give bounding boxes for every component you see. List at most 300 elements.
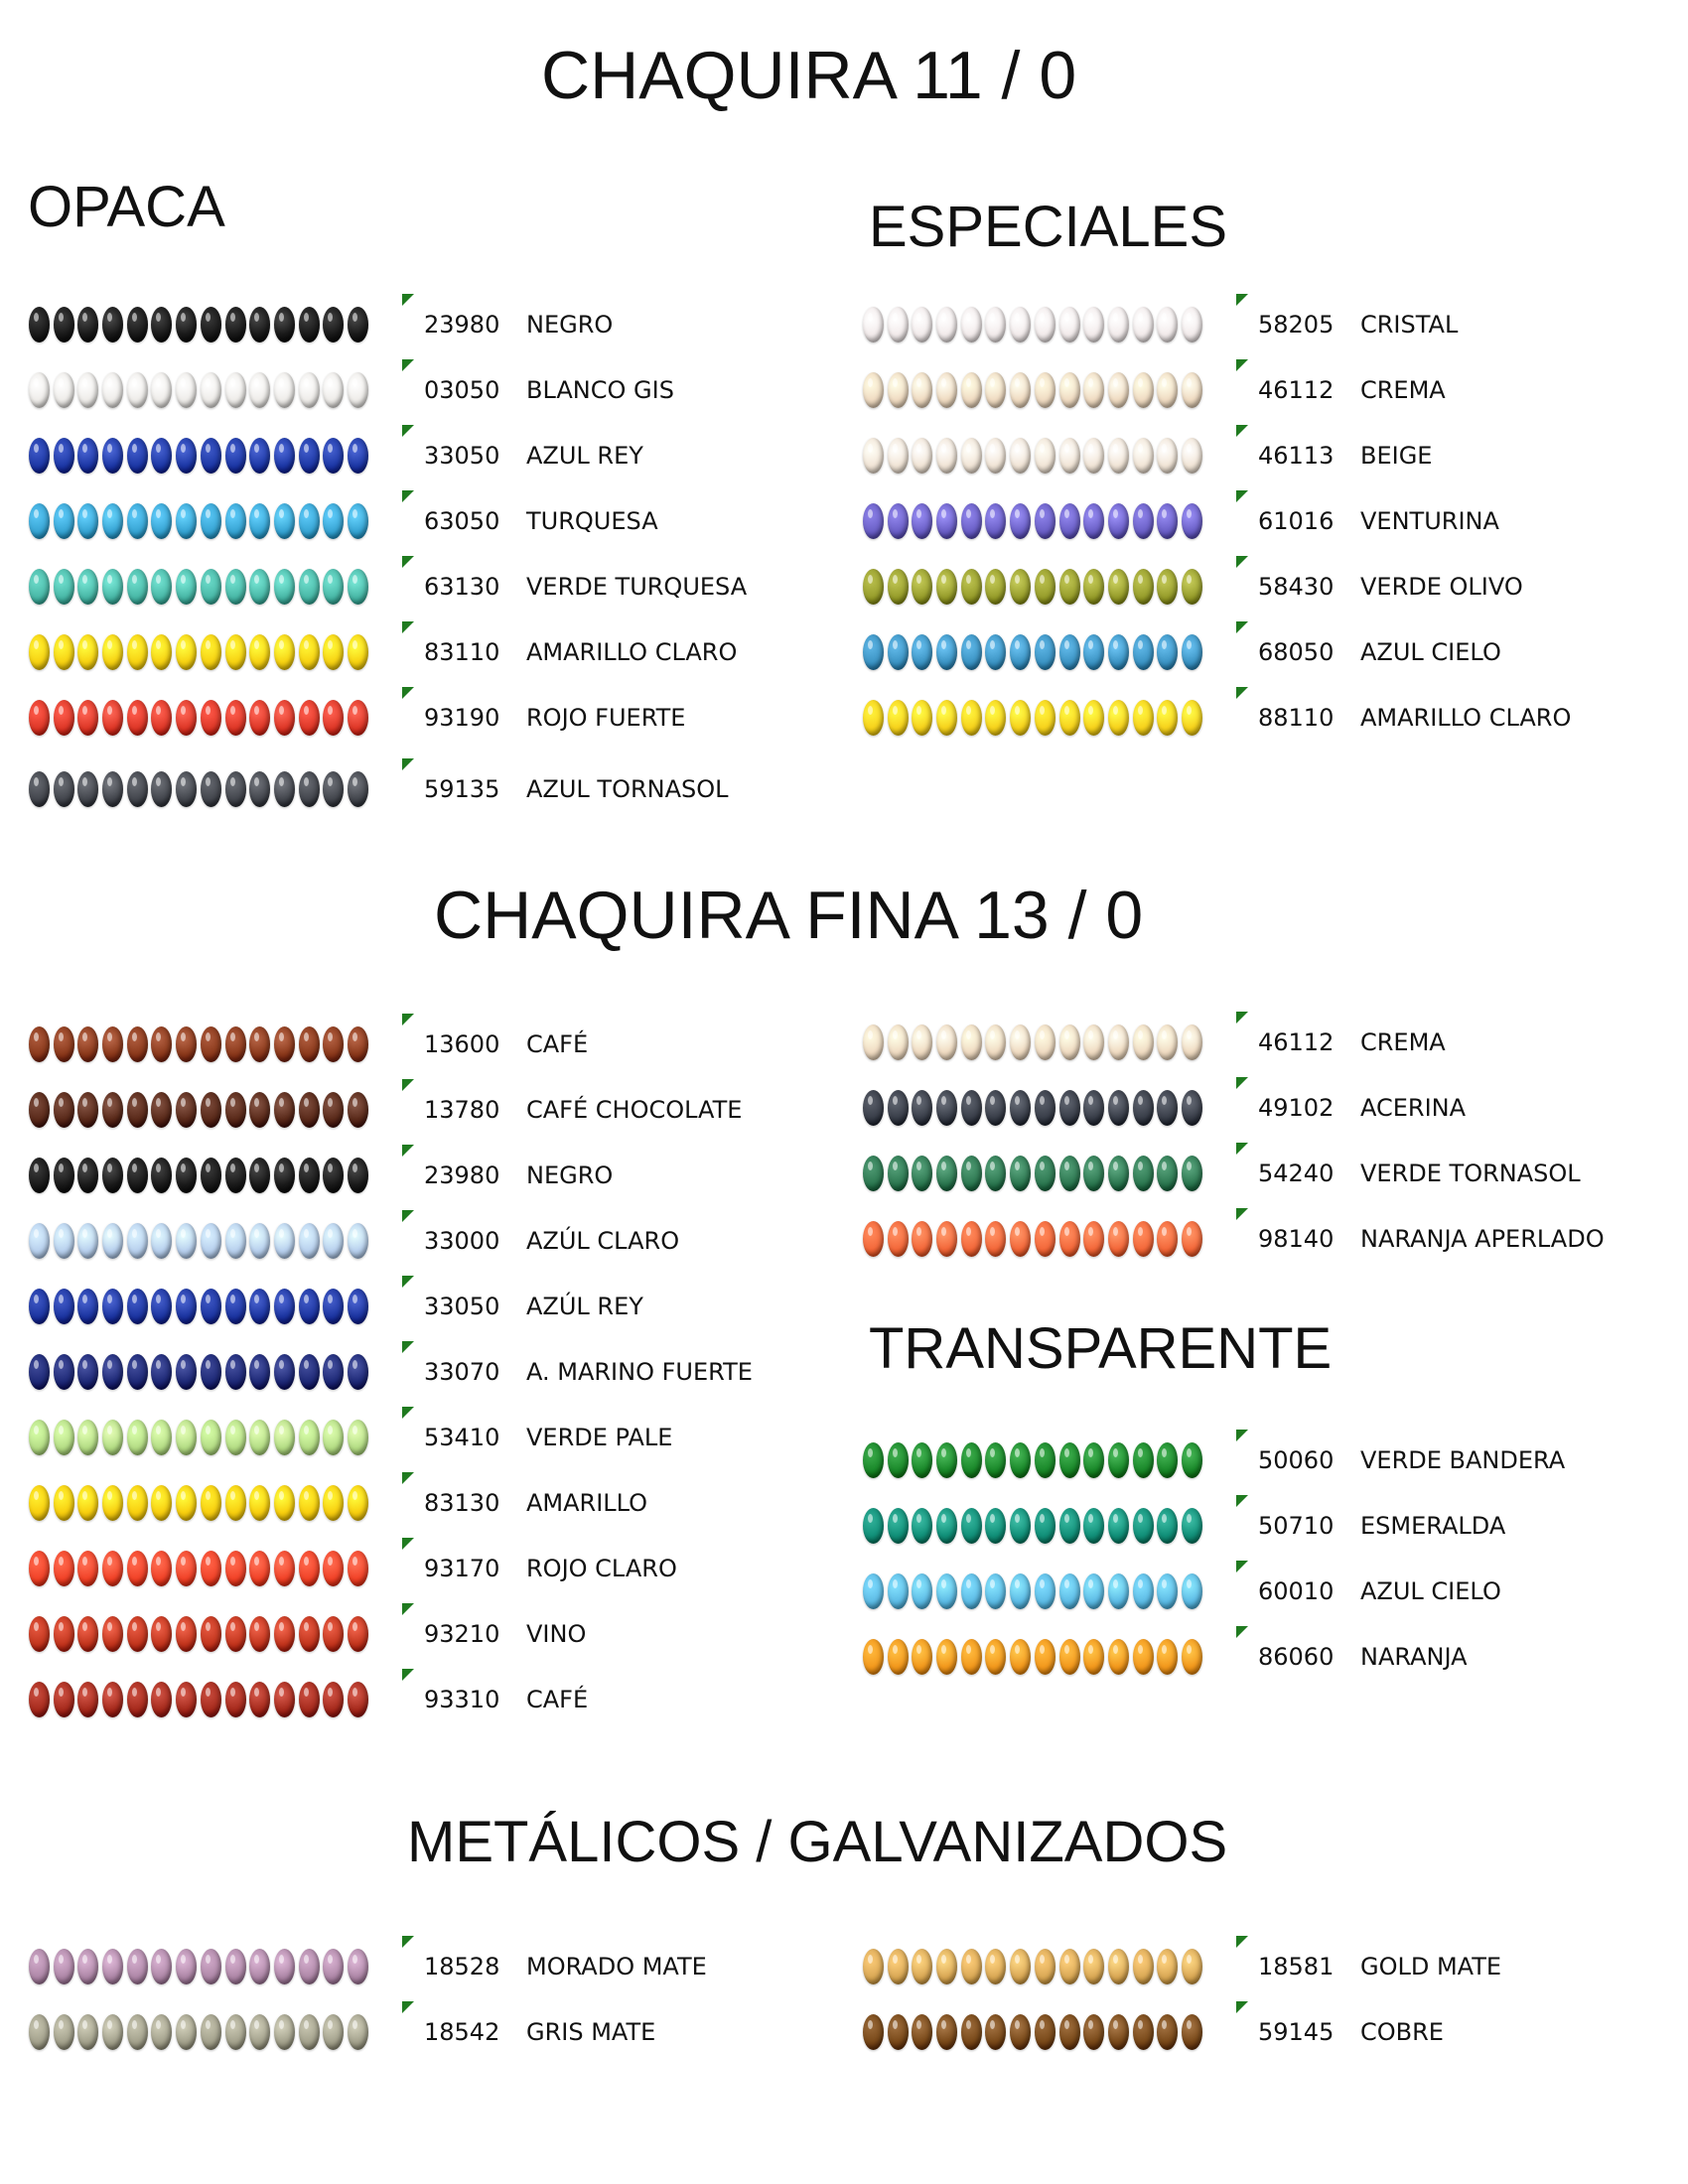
bead-strand-swatch [25,1023,372,1066]
bead-code: 58430 [1258,573,1335,601]
bead [1010,634,1031,670]
bead-code: 33000 [424,1227,500,1255]
bead [912,1573,932,1609]
bead-code: 53410 [424,1424,500,1451]
bead-row [25,1609,799,1659]
bead [274,1682,295,1717]
bead [912,1221,932,1257]
bead [1010,438,1031,474]
bead [912,503,932,539]
bead [151,1354,172,1390]
bead [1083,700,1104,736]
bead [1182,1508,1202,1544]
bead [77,1949,98,1984]
bead [176,1289,197,1324]
bead [274,1289,295,1324]
bead [201,503,221,539]
bead [1059,307,1080,342]
bead-row [25,1347,799,1397]
green-corner-mark-icon [1236,1012,1248,1024]
bead-strand-swatch [25,696,372,740]
bead [1133,569,1154,605]
bead [1059,1442,1080,1478]
bead [29,1949,50,1984]
bead [54,503,74,539]
bead [1035,1156,1055,1191]
bead [1133,1442,1154,1478]
bead [1182,1949,1202,1984]
bead [249,1092,270,1128]
green-corner-mark-icon [402,1669,414,1681]
bead-color-name: AZUL TORNASOL [526,775,729,803]
green-corner-mark-icon [1236,1626,1248,1638]
bead-color-name: NEGRO [526,1161,614,1189]
bead [1157,1156,1178,1191]
bead [274,569,295,605]
bead [888,1949,909,1984]
bead-color-name: A. MARINO FUERTE [526,1358,753,1386]
bead [77,307,98,342]
bead [1010,1573,1031,1609]
bead [1157,700,1178,736]
bead [77,1289,98,1324]
bead [54,1551,74,1586]
bead-row [25,1085,799,1135]
bead [1157,1090,1178,1126]
bead [225,1354,246,1390]
bead-row [859,365,1633,415]
bead [102,438,123,474]
bead [54,1223,74,1259]
bead-row [25,1942,799,1991]
bead [1059,634,1080,670]
green-corner-mark-icon [402,1014,414,1025]
bead [176,1158,197,1193]
bead-strand-swatch [859,303,1206,346]
bead [863,503,884,539]
bead [29,438,50,474]
bead [176,771,197,807]
bead [348,700,368,736]
bead [1133,438,1154,474]
bead-row [859,1083,1633,1133]
bead [77,1026,98,1062]
bead [249,1026,270,1062]
bead [323,771,344,807]
bead-row [25,431,799,480]
bead [323,1223,344,1259]
bead-color-name: NARANJA APERLADO [1360,1225,1605,1253]
bead [249,2014,270,2050]
bead [323,503,344,539]
bead-code: 93310 [424,1686,500,1713]
bead [1035,700,1055,736]
bead [961,1508,982,1544]
bead-color-name: NARANJA [1360,1643,1468,1671]
bead [912,1639,932,1675]
bead [249,634,270,670]
bead [151,1092,172,1128]
bead [1108,1221,1129,1257]
bead [102,700,123,736]
bead [323,1158,344,1193]
bead [176,307,197,342]
bead [1010,569,1031,605]
bead-code: 93210 [424,1620,500,1648]
bead [1157,372,1178,408]
bead [1182,503,1202,539]
bead [201,2014,221,2050]
bead [961,1024,982,1060]
bead [936,1156,957,1191]
bead [29,1223,50,1259]
bead [348,307,368,342]
bead [151,372,172,408]
bead [77,1158,98,1193]
bead-strand-swatch [25,1416,372,1459]
bead [912,1442,932,1478]
bead [888,1221,909,1257]
bead [936,1949,957,1984]
bead [912,438,932,474]
bead-strand-swatch [859,1217,1206,1261]
bead-code: 61016 [1258,507,1335,535]
bead [274,1158,295,1193]
bead [29,771,50,807]
bead [299,1092,320,1128]
bead [151,1682,172,1717]
bead [1010,503,1031,539]
bead [299,771,320,807]
bead [151,1616,172,1652]
bead [1083,1508,1104,1544]
bead [102,1616,123,1652]
bead [249,1158,270,1193]
bead [151,1551,172,1586]
bead [151,1223,172,1259]
bead [225,1092,246,1128]
bead [1083,503,1104,539]
bead [299,438,320,474]
bead-code: 60010 [1258,1577,1335,1605]
bead [225,1026,246,1062]
bead [1133,1949,1154,1984]
bead [1108,372,1129,408]
bead-color-name: CREMA [1360,376,1446,404]
bead [1157,1573,1178,1609]
green-corner-mark-icon [402,1276,414,1288]
bead-row [25,562,799,612]
bead [1010,1156,1031,1191]
bead [1157,1639,1178,1675]
bead [299,503,320,539]
bead-code: 83130 [424,1489,500,1517]
bead [863,1949,884,1984]
bead-color-name: CAFÉ [526,1030,589,1058]
bead-color-name: AZUL CIELO [1360,638,1501,666]
bead [1035,1573,1055,1609]
bead [176,1026,197,1062]
bead [1035,1221,1055,1257]
bead [151,569,172,605]
bead [1133,1024,1154,1060]
bead [1010,1090,1031,1126]
bead-strand-swatch [859,1504,1206,1548]
bead [102,1420,123,1455]
bead [1059,1639,1080,1675]
bead [225,569,246,605]
bead-code: 59135 [424,775,500,803]
bead [299,1289,320,1324]
bead-color-name: MORADO MATE [526,1953,707,1980]
bead [323,372,344,408]
bead-row [859,1501,1633,1551]
bead [299,1420,320,1455]
bead [127,1949,148,1984]
bead-strand-swatch [25,368,372,412]
bead-strand-swatch [25,1088,372,1132]
bead [201,1485,221,1521]
bead-strand-swatch [25,1285,372,1328]
bead [1133,1090,1154,1126]
bead [54,1616,74,1652]
bead-strand-swatch [859,696,1206,740]
bead [249,1420,270,1455]
bead [176,1616,197,1652]
bead [1182,634,1202,670]
bead [348,438,368,474]
bead [348,2014,368,2050]
bead-row [25,1216,799,1266]
bead [102,1092,123,1128]
bead [249,307,270,342]
bead [985,569,1006,605]
bead [1157,634,1178,670]
bead [1133,372,1154,408]
bead-strand-swatch [25,1945,372,1988]
heading-metalicos: METÁLICOS / GALVANIZADOS [407,1810,1228,1874]
bead [936,1442,957,1478]
bead [1059,372,1080,408]
bead [1010,1949,1031,1984]
bead [912,307,932,342]
bead [54,1354,74,1390]
bead [225,1616,246,1652]
bead [323,1551,344,1586]
bead [225,634,246,670]
bead [299,1354,320,1390]
bead [936,1090,957,1126]
bead [936,1573,957,1609]
bead [1108,700,1129,736]
bead [127,569,148,605]
bead-color-name: VENTURINA [1360,507,1499,535]
bead-color-name: VERDE TURQUESA [526,573,748,601]
bead [1010,700,1031,736]
bead-strand-swatch [859,368,1206,412]
bead-strand-swatch [859,1152,1206,1195]
bead [1157,1024,1178,1060]
bead-color-name: GOLD MATE [1360,1953,1502,1980]
bead [985,1508,1006,1544]
bead [102,634,123,670]
bead [961,700,982,736]
green-corner-mark-icon [1236,1561,1248,1572]
bead [936,438,957,474]
green-corner-mark-icon [402,1145,414,1157]
bead [912,1949,932,1984]
title-chaquira-fina-13: CHAQUIRA FINA 13 / 0 [434,878,1144,953]
bead [299,307,320,342]
green-corner-mark-icon [402,1079,414,1091]
bead [1133,1573,1154,1609]
bead-code: 86060 [1258,1643,1335,1671]
bead [1035,438,1055,474]
green-corner-mark-icon [402,1210,414,1222]
bead [102,372,123,408]
bead [348,1289,368,1324]
bead [77,1223,98,1259]
bead [151,438,172,474]
bead [54,1092,74,1128]
bead [961,1156,982,1191]
bead [912,1156,932,1191]
bead [863,1221,884,1257]
bead [1083,569,1104,605]
bead [1133,700,1154,736]
bead-color-name: ROJO FUERTE [526,704,686,732]
bead [54,1420,74,1455]
bead [77,1420,98,1455]
bead [936,503,957,539]
bead [29,1026,50,1062]
bead [912,700,932,736]
bead [77,1551,98,1586]
bead [127,1223,148,1259]
bead-color-name: VERDE PALE [526,1424,673,1451]
bead [201,1551,221,1586]
bead-code: 88110 [1258,704,1335,732]
bead [249,1354,270,1390]
bead [151,1949,172,1984]
bead [888,1442,909,1478]
bead [1133,307,1154,342]
bead [1035,503,1055,539]
bead [201,1223,221,1259]
bead [77,1092,98,1128]
bead [127,771,148,807]
bead [54,1289,74,1324]
heading-especiales: ESPECIALES [869,195,1228,259]
bead [985,634,1006,670]
bead [961,634,982,670]
green-corner-mark-icon [1236,1208,1248,1220]
bead [1108,1949,1129,1984]
bead [102,1026,123,1062]
bead [1035,1508,1055,1544]
bead-strand-swatch [859,2010,1206,2054]
bead-row [25,627,799,677]
bead-code: 50060 [1258,1446,1335,1474]
bead [1035,1442,1055,1478]
bead [225,1420,246,1455]
green-corner-mark-icon [402,490,414,502]
bead [274,1420,295,1455]
bead [77,1682,98,1717]
bead [225,503,246,539]
bead-color-name: CRISTAL [1360,311,1459,339]
bead-code: 18542 [424,2018,500,2046]
bead [299,1026,320,1062]
bead [29,307,50,342]
bead-strand-swatch [25,1350,372,1394]
bead [1059,503,1080,539]
bead-row [859,2007,1633,2057]
bead [274,438,295,474]
bead [863,307,884,342]
bead [348,1354,368,1390]
bead-color-name: GRIS MATE [526,2018,656,2046]
bead [863,1156,884,1191]
bead [29,1420,50,1455]
bead-row [859,562,1633,612]
bead [961,2014,982,2050]
bead [151,1289,172,1324]
bead-color-name: CAFÉ CHOCOLATE [526,1096,743,1124]
bead [863,634,884,670]
green-corner-mark-icon [1236,1936,1248,1948]
bead [201,634,221,670]
bead [299,1682,320,1717]
bead [888,634,909,670]
bead [127,1551,148,1586]
bead [1010,1024,1031,1060]
bead [249,1682,270,1717]
bead [323,569,344,605]
bead [323,1354,344,1390]
bead-row [859,496,1633,546]
bead-color-name: AMARILLO CLARO [526,638,738,666]
bead [1182,1442,1202,1478]
bead [77,2014,98,2050]
bead-row [25,693,799,743]
bead [1157,438,1178,474]
green-corner-mark-icon [402,556,414,568]
bead [176,1682,197,1717]
bead [1035,569,1055,605]
bead [1059,1221,1080,1257]
green-corner-mark-icon [402,1936,414,1948]
bead [274,1026,295,1062]
bead-code: 46112 [1258,376,1335,404]
bead-color-name: CAFÉ [526,1686,589,1713]
bead [863,1090,884,1126]
green-corner-mark-icon [402,425,414,437]
bead [29,1092,50,1128]
bead-row [859,1018,1633,1067]
bead [912,1508,932,1544]
bead [299,700,320,736]
bead [863,1573,884,1609]
bead [151,307,172,342]
bead [1182,2014,1202,2050]
bead [323,1949,344,1984]
bead-strand-swatch [25,1481,372,1525]
bead [348,503,368,539]
bead [249,1485,270,1521]
bead [54,1485,74,1521]
bead [176,1092,197,1128]
